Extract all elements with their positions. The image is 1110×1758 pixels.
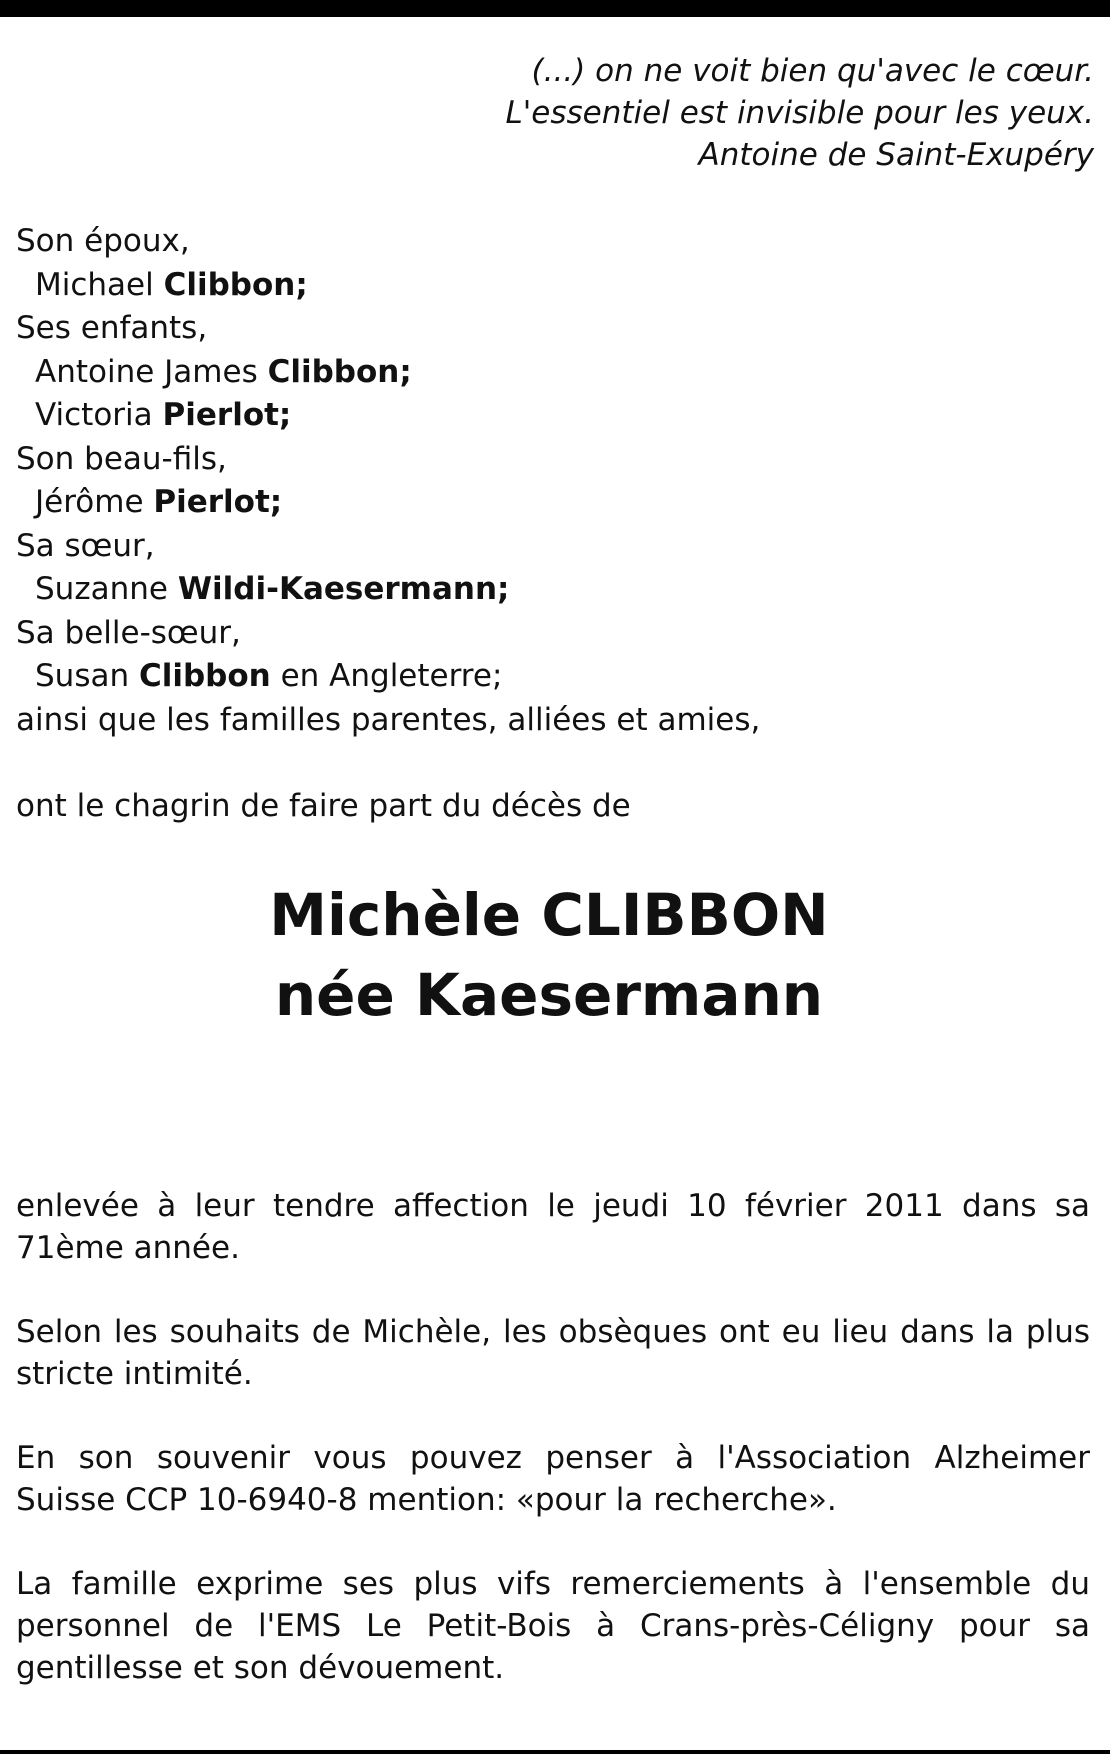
obituary-notice [16,50,1094,1731]
member-suffix: en Angleterre; [280,658,503,694]
deceased-name: Michèle CLIBBON [269,880,829,949]
quote-line-1: (...) on ne voit bien qu'avec le cœur. [531,53,1094,89]
deceased-name-block [8,875,1090,1035]
family-list [16,220,1090,742]
family-member [16,351,1090,395]
quote-line-2: L'essentiel est invisible pour les yeux. [505,95,1094,131]
member-first-name: Antoine James [35,353,258,390]
member-first-name: Victoria [35,397,153,433]
member-last-name: Wildi-Kaesermann; [177,571,510,607]
family-member [16,655,1090,699]
extended-family-line: ainsi que les familles parentes, alliées et amies, [16,701,761,738]
quote-author: Antoine de Saint-Exupéry [698,137,1094,173]
epigraph-quote [16,50,1094,176]
relation-label: Son époux, [16,223,190,259]
member-first-name: Jérôme [35,484,144,520]
member-last-name: Clibbon; [163,266,308,303]
top-border-rule [0,0,1110,17]
member-last-name: Clibbon [138,658,271,694]
family-member [16,394,1090,438]
relation-label: Ses enfants, [16,310,208,346]
paragraph-date: enlevée à leur tendre affection le jeudi 10 février 2011 dans sa 71ème année. [16,1187,1090,1266]
relation-label: Sa sœur, [16,527,155,564]
member-first-name: Suzanne [35,571,168,607]
family-member [16,481,1090,525]
member-first-name: Susan [35,658,130,694]
paragraph-funeral: Selon les souhaits de Michèle, les obsèques ont eu lieu dans la plus stricte intimité. [16,1313,1090,1392]
member-first-name: Michael [35,266,154,303]
announcement-line: ont le chagrin de faire part du décès de [16,788,631,824]
family-member [16,568,1090,612]
member-last-name: Clibbon; [267,353,412,390]
member-last-name: Pierlot; [162,397,292,433]
relation-label: Son beau-fils, [16,440,227,477]
paragraph-donation: En son souvenir vous pouvez penser à l'Association Alzheimer Suisse CCP 10-6940-8 mention: «pour la recherche». [16,1439,1090,1518]
family-member [16,264,1090,308]
deceased-maiden-name: née Kaesermann [274,960,824,1029]
relation-label: Sa belle-sœur, [16,614,241,651]
member-last-name: Pierlot; [153,484,283,520]
paragraph-thanks: La famille exprime ses plus vifs remerciements à l'ensemble du personnel de l'EMS Le Petit-Bois à Crans-près-Céligny pour sa gentillesse et son dévouement. [16,1565,1090,1686]
bottom-border-rule [0,1750,1110,1754]
notice-body [16,1185,1090,1689]
